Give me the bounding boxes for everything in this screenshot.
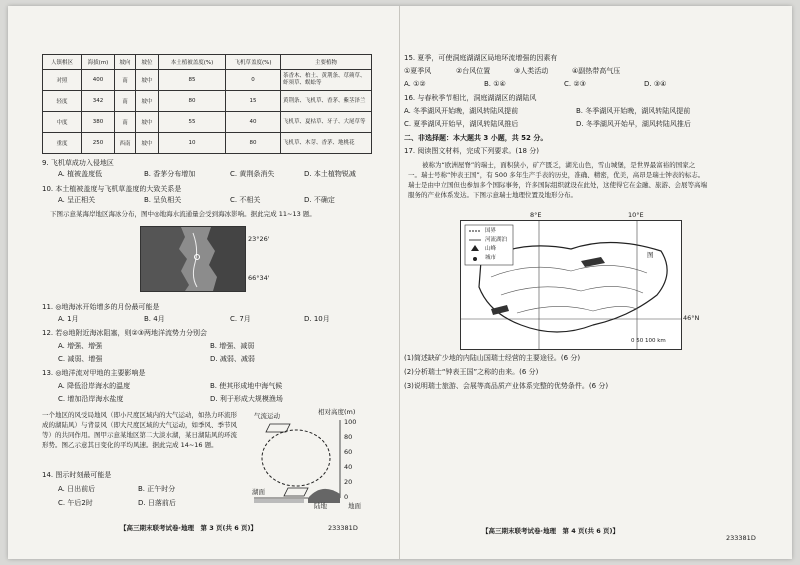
exam-code: 233381D	[328, 524, 358, 532]
table-cell: 南	[115, 70, 136, 91]
map-legend-city: 城市	[485, 255, 497, 261]
page-right	[400, 6, 792, 559]
table-cell: 342	[82, 91, 115, 112]
q9-option-c: C. 黄荆条消失	[230, 170, 275, 178]
table-cell: 重度	[43, 133, 82, 154]
q11-option-b: B. 4月	[144, 315, 165, 323]
table-cell: 80	[226, 133, 281, 154]
q15-factor-3: ③人类活动	[514, 67, 549, 75]
diagram-axis-label: 相对高度(m)	[318, 408, 356, 416]
diagram-tick: 0	[344, 493, 349, 501]
table-header-row	[43, 55, 372, 70]
question-14: 14. 图示时刻最可能是	[42, 471, 112, 479]
map2-lon1: 8°E	[530, 211, 542, 219]
intro-14-16: 一个地区的风受局地风（即小尺度区域内的大气运动，如热力环流形成的湖陆风）与背景风（即大尺度区域的大气运动，如季风、季节风等）的共同作用。图甲示意某地区第二大淡水湖，某日湖陆风的环流形势。图乙示意其日变化的平均风速。据此完成 14~16 题。	[42, 411, 237, 449]
q13-option-d: D. 利于形成大规模渔场	[210, 395, 283, 403]
table-header: 飞机草盖度(%)	[226, 55, 281, 70]
diagram-tick: 20	[344, 478, 353, 486]
q15-option-c: C. ②③	[564, 80, 586, 88]
map1-lat-top: 23°26'	[248, 235, 270, 243]
map1-lat-bottom: 66°34'	[248, 274, 270, 282]
q16-option-d: D. 冬季湖风开始早，湖风转陆风推后	[576, 120, 691, 128]
page-left	[8, 6, 400, 559]
q16-option-b: B. 冬季湖风开始晚，湖风转陆风提前	[576, 107, 691, 115]
sub-question-2: (2)分析瑞士“钟表王国”之称的由来。(6 分)	[404, 368, 539, 376]
map-legend-border: 国界	[485, 228, 497, 234]
q14-option-d: D. 日落前后	[138, 499, 176, 507]
table-row	[43, 91, 372, 112]
sub-question-3: (3)说明瑞士旅游、会展等高品质产业体系完整的优势条件。(6 分)	[404, 382, 609, 390]
page-footer: 【高三期末联考试卷·地理 第 3 页(共 6 页)】	[120, 524, 258, 532]
table-cell: 坡中	[136, 91, 159, 112]
q15-factor-4: ④副热带高气压	[572, 67, 621, 75]
vegetation-table	[42, 54, 372, 154]
question-16: 16. 与春秋季节相比，洞庭湖湖区的湖陆风	[404, 94, 537, 102]
table-cell: 坡中	[136, 70, 159, 91]
q14-option-a: A. 日出前后	[58, 485, 96, 493]
table-cell: 10	[159, 133, 226, 154]
table-header: 坡向	[115, 55, 136, 70]
table-cell: 坡中	[136, 133, 159, 154]
table-cell: 飞机草、木芽、香茅、地桃花	[281, 133, 372, 154]
switzerland-map	[460, 220, 682, 350]
q9-option-a: A. 植被盖度低	[58, 170, 103, 178]
q15-option-d: D. ③④	[644, 80, 667, 88]
map-country-label: 图	[647, 251, 654, 259]
q11-option-a: A. 1月	[58, 315, 79, 323]
q10-option-a: A. 呈正相关	[58, 196, 96, 204]
table-header: 海拔(m)	[82, 55, 115, 70]
q10-option-c: C. 不相关	[230, 196, 261, 204]
question-12: 12. 若◎地附近海冰阻塞，则②③两地洋流势力分别会	[42, 329, 208, 337]
q15-factor-1: ①夏季风	[404, 67, 432, 75]
table-cell: 55	[159, 112, 226, 133]
diagram-tick: 80	[344, 433, 353, 441]
diagram-ground-label: 地面	[348, 502, 361, 510]
table-cell: 380	[82, 112, 115, 133]
diagram-tick: 60	[344, 448, 353, 456]
table-cell: 对照	[43, 70, 82, 91]
table-cell: 轻度	[43, 91, 82, 112]
q17-material: 被称为“欧洲屋脊”的瑞士，面积狭小，矿产匮乏，湖光山色，雪山城堡，是世界最富裕的国家之一。瑞士号称“钟表王国”，有 500 多年生产手表的历史，准确、精密，优美，高昂是瑞士钟表的标志。瑞士是由中立国但也参加多个国际事务，许多国际组织就设在此处，这使得它在金融、旅游、会展等高端服务的产业体系发达。下图示意瑞士地理位置及地形分布。	[408, 161, 707, 199]
table-row	[43, 70, 372, 91]
q13-option-c: C. 增加沿岸海水盐度	[58, 395, 124, 403]
table-cell: 南	[115, 91, 136, 112]
exam-sheet	[8, 6, 792, 559]
table-cell: 茶香木、柏土、黄荆条、荩蒴草、虾须草、蜈蚣等	[281, 70, 372, 91]
section-two-heading: 二、非选择题：本大题共 3 小题，共 52 分。	[404, 134, 548, 142]
question-17: 17. 阅读图文材料，完成下列要求。(18 分)	[404, 147, 539, 155]
intro-11-13: 下图示意某海岸地区海冰分布，图中◎地海水流通量会受到海冰影响。据此完成 11~13 题。	[50, 210, 316, 218]
diagram-tick: 100	[344, 418, 357, 426]
q9-option-b: B. 香茅分布增加	[144, 170, 196, 178]
q14-option-b: B. 正午时分	[138, 485, 176, 493]
table-cell: 0	[226, 70, 281, 91]
table-cell: 南	[115, 112, 136, 133]
q13-option-a: A. 降低沿岸海水的温度	[58, 382, 131, 390]
map2-lat: 46°N	[683, 314, 700, 322]
sea-ice-map-graphic	[141, 227, 245, 291]
q16-option-c: C. 夏季湖风开始早，湖风转陆风推后	[404, 120, 519, 128]
q16-option-a: A. 冬季湖风开始晚，湖风转陆风提前	[404, 107, 519, 115]
q12-option-d: D. 减弱、减弱	[210, 355, 255, 363]
question-10: 10. 本土植被盖度与飞机草盖度的大致关系是	[42, 185, 182, 193]
table-cell: 80	[159, 91, 226, 112]
table-header: 主要植物	[281, 55, 372, 70]
table-cell: 85	[159, 70, 226, 91]
diagram-land-label: 陆地	[314, 502, 327, 510]
sub-question-1: (1)简述缺矿少地的内陆山国瑞士经营的主要途径。(6 分)	[404, 354, 581, 362]
map-legend-river: 河流湖泊	[485, 237, 508, 243]
q12-option-b: B. 增强、减弱	[210, 342, 255, 350]
table-header: 坡位	[136, 55, 159, 70]
lake-breeze-diagram	[248, 408, 368, 510]
q10-option-b: B. 呈负相关	[144, 196, 182, 204]
map2-lon2: 10°E	[628, 211, 644, 219]
table-cell: 西南	[115, 133, 136, 154]
diagram-tick: 40	[344, 463, 353, 471]
table-cell: 15	[226, 91, 281, 112]
q15-option-a: A. ①②	[404, 80, 426, 88]
question-15: 15. 夏季，可使洞庭湖湖区局地环流增强的因素有	[404, 54, 558, 62]
question-11: 11. ◎地海冰开始增多的月份最可能是	[42, 303, 160, 311]
q15-factor-2: ②台风位置	[456, 67, 491, 75]
q14-option-c: C. 午后2时	[58, 499, 93, 507]
question-13: 13. ◎地洋流对甲地的主要影响是	[42, 369, 146, 377]
table-cell: 400	[82, 70, 115, 91]
q12-option-a: A. 增强、增强	[58, 342, 103, 350]
table-header: 人镇棋区	[43, 55, 82, 70]
page-footer: 【高三期末联考试卷·地理 第 4 页(共 6 页)】	[482, 527, 620, 535]
table-header: 本土植被盖度(%)	[159, 55, 226, 70]
diagram-lake-label: 湖面	[252, 488, 265, 496]
q10-option-d: D. 不确定	[304, 196, 335, 204]
q11-option-d: D. 10月	[304, 315, 330, 323]
question-9: 9. 飞机草成功入侵地区	[42, 159, 114, 167]
map-scale: 0 50 100 km	[631, 338, 666, 344]
map-legend-peak: 山峰	[485, 246, 497, 252]
q13-option-b: B. 使其形成地中海气候	[210, 382, 283, 390]
q11-option-c: C. 7月	[230, 315, 251, 323]
exam-code: 233381D	[726, 534, 756, 542]
sea-ice-map	[140, 226, 246, 292]
q12-option-c: C. 减弱、增强	[58, 355, 103, 363]
table-cell: 黄荆条、飞机草、香茅、紫茎泽兰	[281, 91, 372, 112]
table-cell: 250	[82, 133, 115, 154]
table-row	[43, 112, 372, 133]
table-cell: 中度	[43, 112, 82, 133]
table-cell: 飞机草、夏枯草、牙子、大尾草等	[281, 112, 372, 133]
diagram-legend: 气流运动	[254, 412, 280, 420]
q15-option-b: B. ①④	[484, 80, 506, 88]
table-row	[43, 133, 372, 154]
q9-option-d: D. 本土植物锐减	[304, 170, 356, 178]
table-cell: 坡中	[136, 112, 159, 133]
table-cell: 40	[226, 112, 281, 133]
